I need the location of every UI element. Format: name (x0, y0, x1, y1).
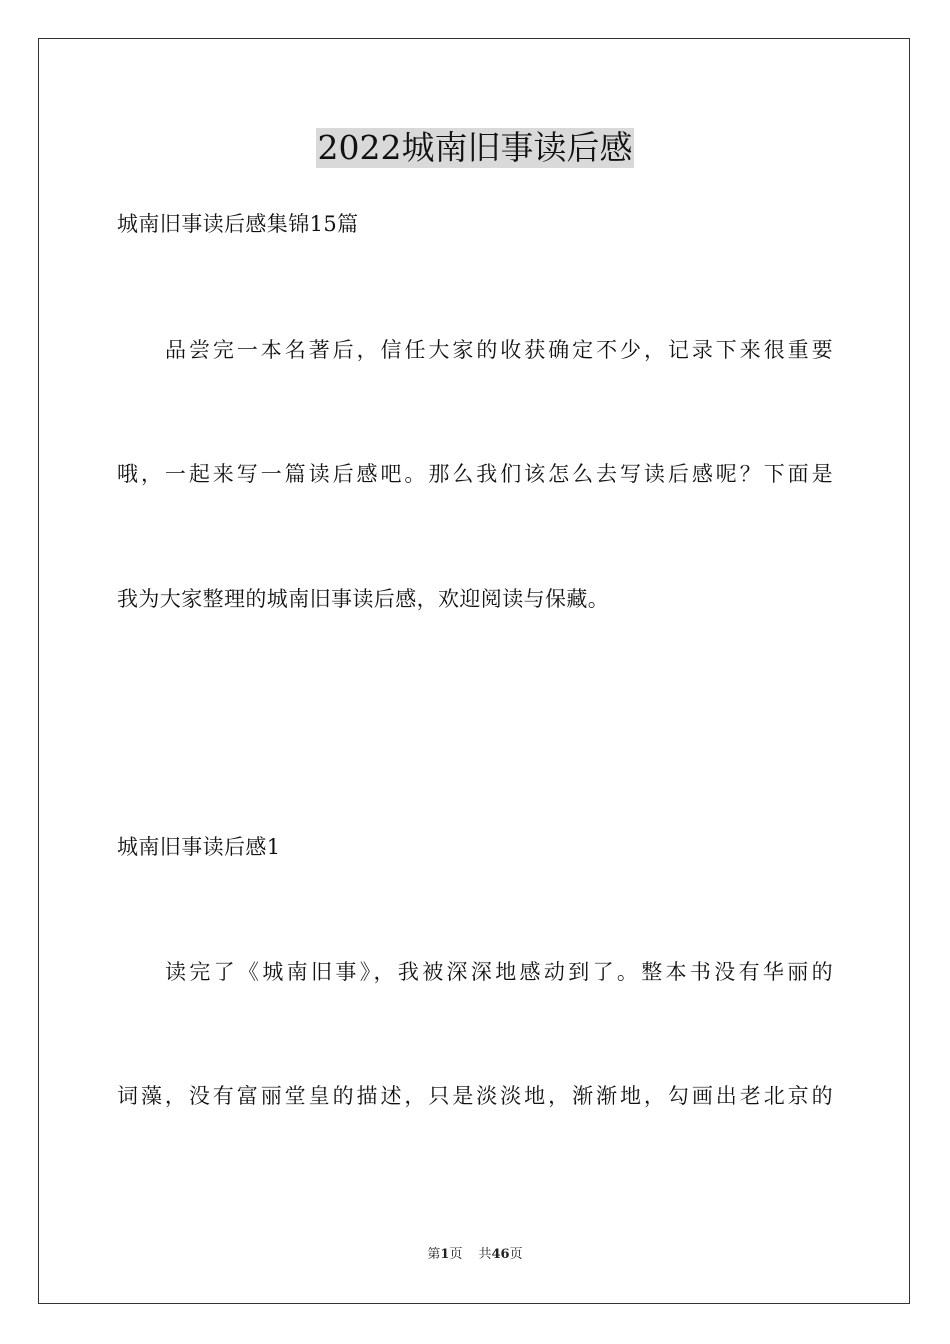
footer-page-prefix: 第 (427, 1247, 441, 1262)
page-footer (0, 1246, 950, 1264)
footer-page-suffix: 页 (449, 1247, 463, 1262)
footer-total-prefix: 共 (478, 1247, 492, 1262)
intro-line-1: 品尝完一本名著后，信任大家的收获确定不少，记录下来很重要 (165, 338, 833, 362)
footer-total-suffix: 页 (509, 1247, 523, 1262)
footer-page-number: 1 (440, 1247, 450, 1262)
section-heading: 城南旧事读后感1 (117, 835, 281, 859)
title-container (0, 128, 950, 168)
section-line-2: 词藻，没有富丽堂皇的描述，只是淡淡地，渐渐地，勾画出老北京的 (117, 1084, 833, 1108)
section-line-1: 读完了《城南旧事》，我被深深地感动到了。整本书没有华丽的 (165, 960, 833, 984)
intro-line-2: 哦，一起来写一篇读后感吧。那么我们该怎么去写读后感呢？下面是 (117, 462, 833, 486)
subtitle: 城南旧事读后感集锦15篇 (117, 212, 359, 236)
intro-line-3: 我为大家整理的城南旧事读后感，欢迎阅读与保藏。 (117, 587, 610, 611)
document-title: 2022城南旧事读后感 (317, 128, 633, 167)
footer-total-pages: 46 (491, 1247, 510, 1262)
